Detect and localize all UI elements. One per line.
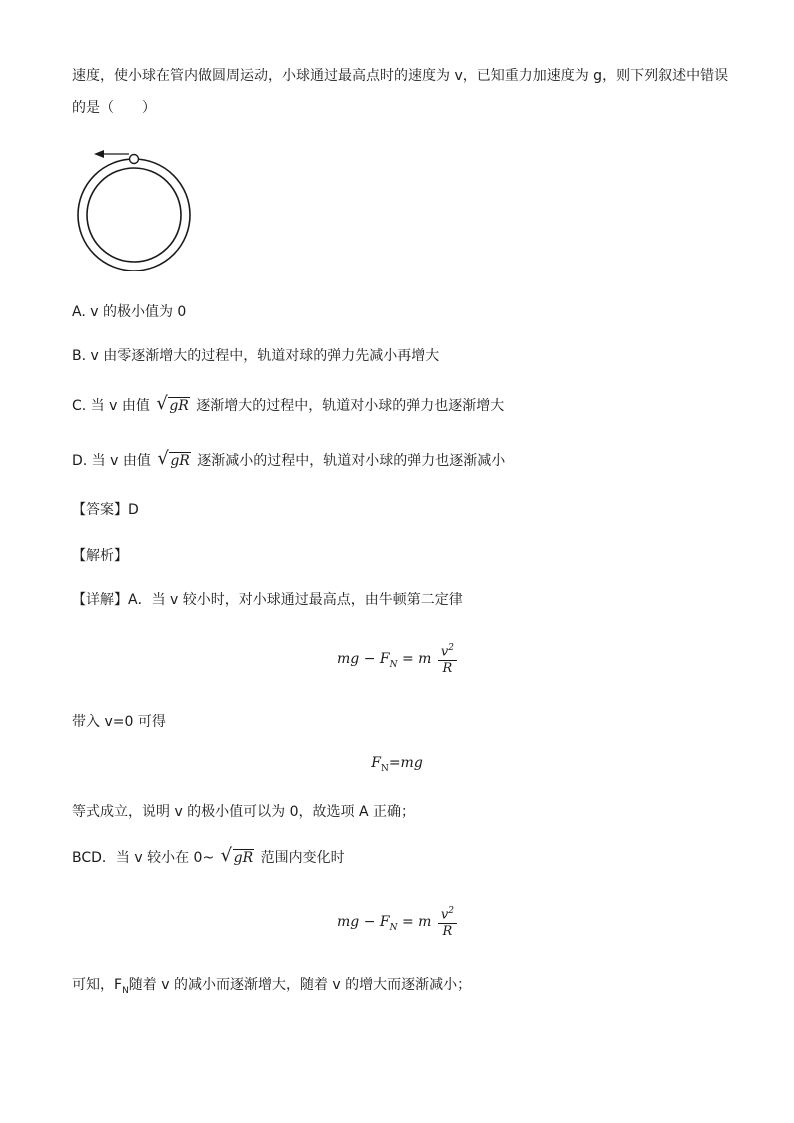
fraction-v2-over-R: $\frac{v^2}{R}$ [438,640,457,677]
conclusion-line: 等式成立，说明 v 的极小值可以为 0，故选项 A 正确； [72,804,416,820]
fraction-v2-over-R: $\frac{v^2}{R}$ [438,903,457,940]
final-suffix: 随着 v 的减小而逐渐增大，随着 v 的增大而逐渐减小； [128,977,472,993]
eq3-sub: N [389,922,398,933]
answer-label: 【答案】 [72,502,128,518]
sqrt-gR: √ gR [220,845,254,866]
sqrt-gR: √ gR [156,393,189,414]
option-b: B. v 由零逐渐增大的过程中，轨道对球的弹力先减小再增大 [72,348,440,364]
eq3-left: mg − F [337,913,390,930]
option-d [72,448,506,471]
detail-line-1: 【详解】A．当 v 较小时，对小球通过最高点，由牛顿第二定律 [72,592,463,608]
eq2-sub: N [380,763,389,774]
option-c-prefix: C. 当 v 由值 [72,398,150,414]
bcd-line [72,845,345,868]
final-sub: N [122,985,129,996]
bcd-suffix: 范围内变化时 [260,850,345,866]
option-d-suffix: 逐渐减小的过程中，轨道对小球的弹力也逐渐减小 [197,453,506,469]
eq2-left: F [371,755,381,771]
inner-circle [87,168,181,262]
eq1-mid: = m [397,650,432,667]
outer-circle [78,159,190,271]
eq3-mid: = m [397,913,432,930]
eq1-sub: N [389,659,398,670]
eq1-left: mg − F [337,650,390,667]
equation-3 [0,903,794,943]
final-line [72,975,471,1001]
analysis-label: 【解析】 [72,548,128,564]
sqrt-gR: √ gR [157,448,190,469]
question-line-2: 的是（ ） [72,100,156,116]
answer-line [72,500,139,520]
final-prefix: 可知，F [72,977,123,993]
equation-1 [0,640,794,680]
option-c-suffix: 逐渐增大的过程中，轨道对小球的弹力也逐渐增大 [196,398,505,414]
circular-tube-figure [72,145,198,271]
question-line-1: 速度，使小球在管内做圆周运动，小球通过最高点时的速度为 v，已知重力加速度为 g，则下列叙述中错误 [72,68,729,84]
velocity-arrow-head [94,150,104,158]
eq2-right: =mg [388,755,423,771]
option-a: A. v 的极小值为 0 [72,304,187,320]
substitute-line: 带入 v=0 可得 [72,714,166,730]
ball [130,155,139,164]
option-d-prefix: D. 当 v 由值 [72,453,151,469]
option-c [72,393,505,416]
equation-2 [0,755,794,774]
answer-value: D [128,502,139,518]
bcd-prefix: BCD．当 v 较小在 0~ [72,850,215,866]
